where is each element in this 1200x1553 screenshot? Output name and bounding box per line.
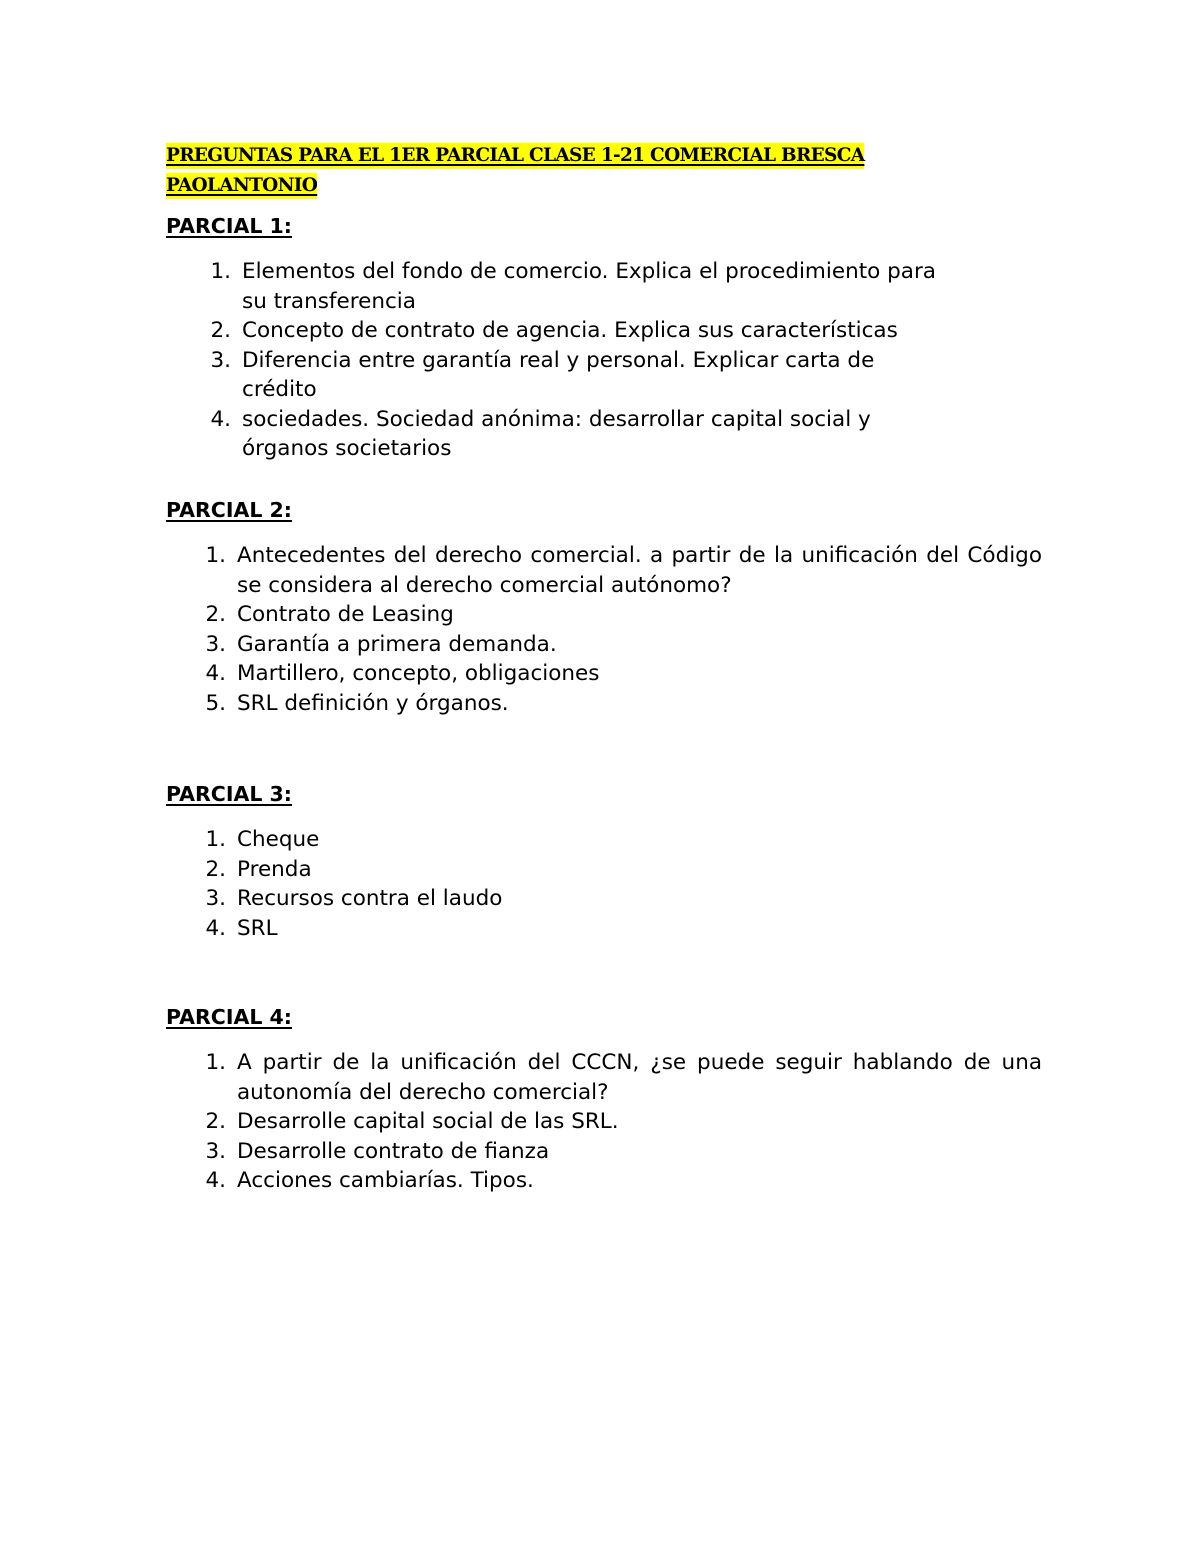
question-number: 4. (205, 915, 226, 941)
question-number: 3. (205, 886, 226, 911)
question-text: Prenda (237, 856, 312, 882)
question-list (166, 1048, 1046, 1196)
question-number: 1. (205, 1050, 226, 1075)
section-heading: PARCIAL 3: (166, 782, 292, 806)
question-text: A partir de la unificación del CCCN, ¿se puede seguir hablando de una autonomía del derecho comercial? (237, 1050, 1042, 1105)
section-parcial-1 (166, 212, 1046, 464)
question-text: SRL definición y órganos. (237, 690, 509, 716)
question-text: Contrato de Leasing (237, 602, 454, 627)
document-title-text: PREGUNTAS PARA EL 1ER PARCIAL CLASE 1-21 COMERCIAL BRESCA PAOLANTONIO (166, 143, 864, 199)
question-item (166, 1048, 1046, 1107)
question-item (166, 884, 1046, 914)
section-heading: PARCIAL 1: (166, 214, 292, 238)
question-item (166, 630, 1046, 660)
section-heading: PARCIAL 4: (166, 1005, 292, 1029)
question-number: 2. (210, 318, 231, 343)
question-item (166, 257, 1046, 316)
question-item (166, 855, 1046, 885)
question-item (166, 600, 1046, 630)
question-number: 2. (205, 1109, 226, 1134)
question-item (166, 1166, 1046, 1196)
question-number: 1. (210, 259, 231, 284)
question-text: Cheque (237, 827, 320, 852)
question-text: Recursos contra el laudo (237, 886, 503, 911)
question-text: Desarrolle capital social de las SRL. (237, 1109, 619, 1134)
section-heading: PARCIAL 2: (166, 498, 292, 522)
question-text: Antecedentes del derecho comercial. a partir de la unificación del Código se considera al derecho comercial autónomo? (237, 543, 1042, 598)
section-parcial-4 (166, 1003, 1046, 1196)
question-item (166, 689, 1046, 719)
question-number: 4. (210, 406, 231, 432)
question-number: 4. (205, 661, 226, 686)
question-item (166, 659, 1046, 689)
question-number: 3. (205, 1138, 226, 1164)
question-text: Acciones cambiarías. Tipos. (237, 1168, 534, 1193)
question-number: 5. (205, 690, 226, 716)
question-text: Diferencia entre garantía real y personal. Explicar carta de crédito (242, 347, 875, 402)
question-item (166, 316, 1046, 346)
question-list (166, 541, 1046, 718)
question-number: 1. (205, 827, 226, 852)
question-text: SRL (237, 915, 278, 941)
question-text: Concepto de contrato de agencia. Explica sus características (242, 318, 898, 343)
question-number: 2. (205, 602, 226, 627)
question-number: 2. (205, 856, 226, 882)
section-parcial-2 (166, 496, 1046, 718)
question-item (166, 1107, 1046, 1137)
question-text: Martillero, concepto, obligaciones (237, 661, 600, 686)
section-parcial-3 (166, 780, 1046, 943)
question-list (166, 257, 1046, 464)
question-item (166, 541, 1046, 600)
document-title (166, 141, 1006, 201)
question-number: 3. (205, 631, 226, 657)
question-list (166, 825, 1046, 943)
question-item (166, 825, 1046, 855)
question-item (166, 405, 1046, 464)
question-item (166, 346, 1046, 405)
question-item (166, 914, 1046, 944)
question-number: 4. (205, 1168, 226, 1193)
question-text: Garantía a primera demanda. (237, 631, 557, 657)
question-item (166, 1137, 1046, 1167)
question-number: 1. (205, 543, 226, 568)
question-text: Elementos del fondo de comercio. Explica el procedimiento para su transferencia (242, 259, 936, 314)
question-number: 3. (210, 347, 231, 373)
question-text: Desarrolle contrato de fianza (237, 1138, 550, 1164)
question-text: sociedades. Sociedad anónima: desarrollar capital social y órganos societarios (242, 406, 871, 461)
